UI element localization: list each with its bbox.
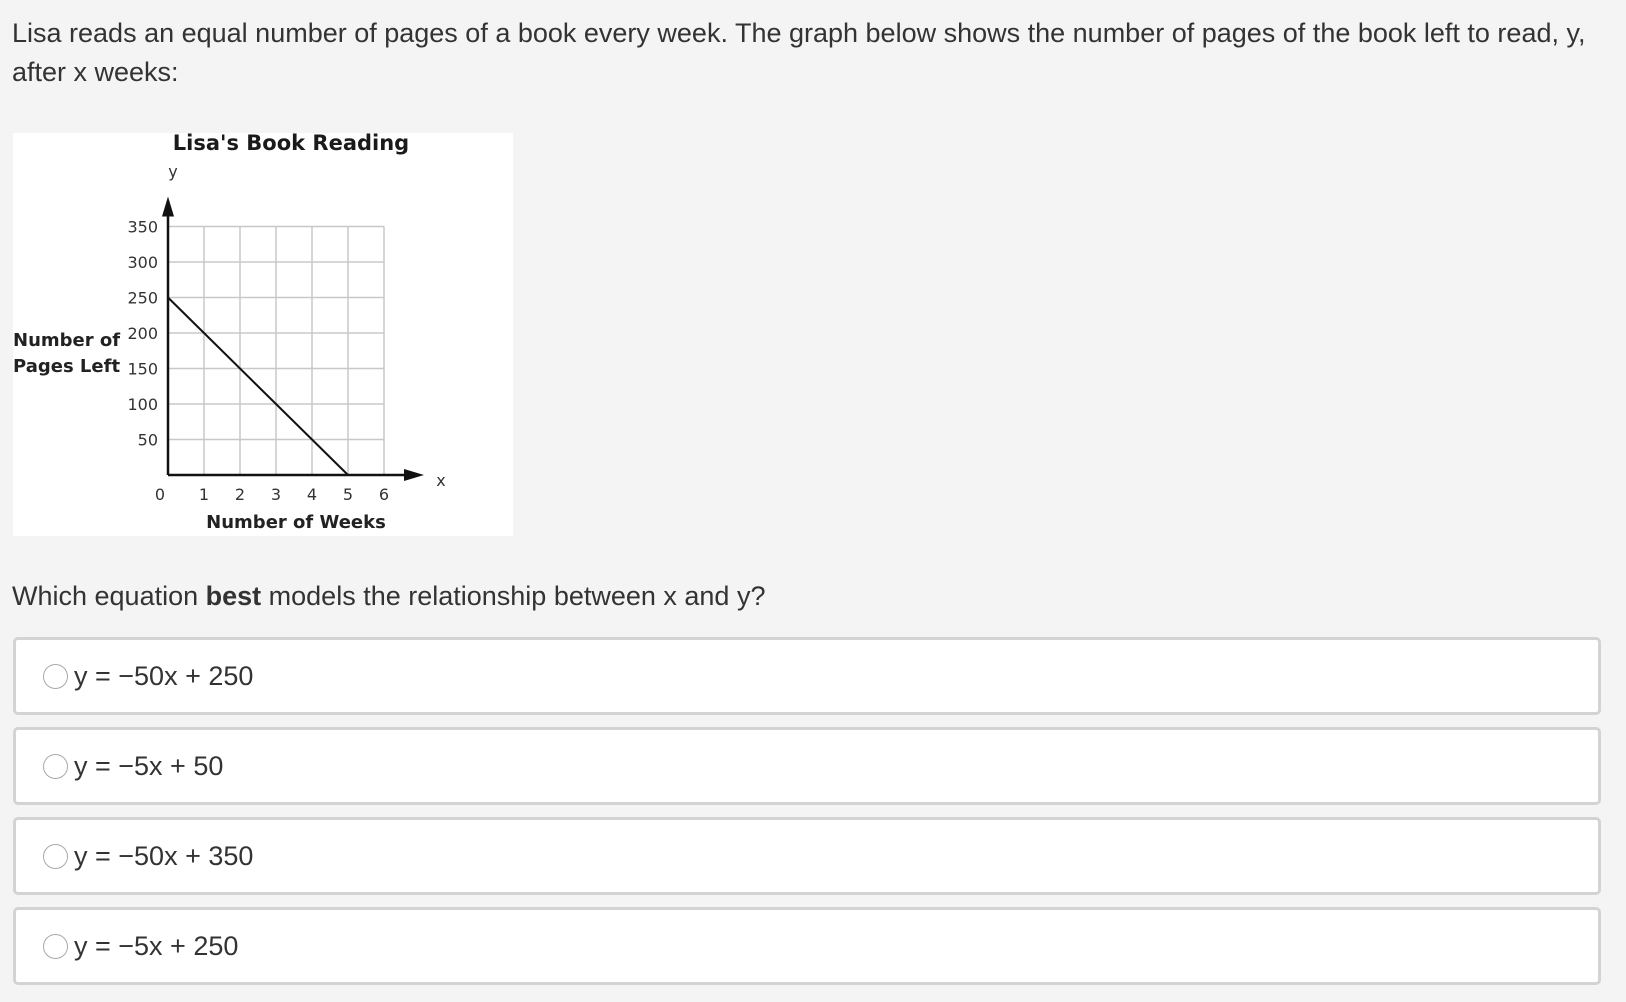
radio-button-icon[interactable]: [43, 934, 68, 959]
answer-options: [13, 637, 1601, 997]
y-tick-label: 250: [127, 288, 158, 308]
y-axis-letter: y: [168, 162, 178, 181]
x-axis-label: Number of Weeks: [206, 512, 386, 533]
y-axis-label-line1: Number of: [13, 330, 121, 351]
answer-option-4[interactable]: [13, 907, 1601, 985]
x-tick-label: 4: [306, 485, 318, 504]
line-chart: [13, 133, 513, 536]
answer-option-1[interactable]: [13, 637, 1601, 715]
x-tick-label: 1: [198, 485, 210, 504]
y-tick-label: 350: [127, 217, 158, 237]
y-tick-label: 50: [137, 430, 158, 450]
y-axis-arrow-icon: [162, 197, 174, 217]
y-tick-label: 300: [127, 253, 158, 272]
answer-option-label: y = −5x + 50: [74, 750, 224, 781]
x-tick-label: 2: [234, 485, 246, 504]
question-text-bold: best: [205, 581, 262, 611]
y-tick-label: 200: [127, 324, 158, 343]
x-axis-arrow-icon: [404, 469, 424, 481]
answer-option-3[interactable]: [13, 817, 1601, 895]
y-tick-label: 150: [127, 359, 158, 379]
answer-option-2[interactable]: [13, 727, 1601, 805]
chart-title: Lisa's Book Reading: [172, 133, 410, 155]
radio-button-icon[interactable]: [43, 754, 68, 779]
origin-label: 0: [154, 485, 166, 504]
series-line: [168, 298, 348, 476]
x-axis-letter: x: [436, 471, 446, 490]
answer-option-label: y = −50x + 250: [74, 660, 254, 691]
question-text-before: Which equation: [12, 581, 206, 611]
question-text: [12, 576, 765, 616]
radio-button-icon[interactable]: [43, 844, 68, 869]
radio-button-icon[interactable]: [43, 664, 68, 689]
x-tick-label: 5: [342, 485, 354, 504]
question-prompt: Lisa reads an equal number of pages of a book every week. The graph below shows the number of pages of the book left to read, y, after x weeks:: [12, 18, 1586, 87]
answer-option-label: y = −50x + 350: [74, 840, 254, 871]
x-tick-label: 6: [378, 485, 390, 504]
answer-option-label: y = −5x + 250: [74, 930, 239, 961]
question-text-after: models the relationship between x and y?: [261, 581, 766, 611]
y-axis-label-line2: Pages Left: [13, 356, 121, 377]
graph-image: [13, 133, 513, 536]
y-tick-label: 100: [127, 395, 158, 414]
x-tick-label: 3: [270, 485, 282, 504]
